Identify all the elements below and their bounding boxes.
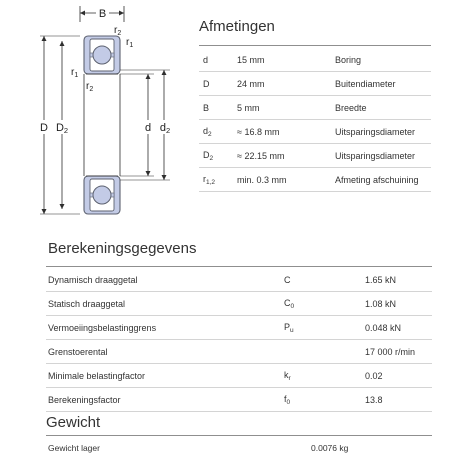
symbol-letter: C xyxy=(284,274,291,285)
weight-value: 0.0076 kg xyxy=(311,442,349,453)
dimension-value: min. 0.3 mm xyxy=(237,168,335,192)
calculation-row xyxy=(46,340,432,364)
calculation-row xyxy=(46,268,432,292)
bearing-cross-section-drawing xyxy=(28,4,178,220)
label-r1-right: $r_1$ xyxy=(126,37,134,49)
label-D: D xyxy=(40,122,48,134)
symbol-letter: k xyxy=(284,369,289,380)
label-r1-left: $r_1$ xyxy=(71,67,79,79)
bore-diameter-dimension xyxy=(120,74,154,176)
calculation-name: Grenstoerental xyxy=(46,340,284,364)
calculation-row xyxy=(46,364,432,388)
calculation-symbol xyxy=(284,364,365,388)
dimension-name: Uitsparingsdiameter xyxy=(335,144,431,168)
calculation-row xyxy=(46,388,432,412)
label-B: B xyxy=(98,8,107,20)
calculation-symbol xyxy=(284,316,365,340)
width-dimension xyxy=(80,6,124,22)
dimension-symbol xyxy=(199,72,237,96)
dimensions-title: Afmetingen xyxy=(199,18,275,35)
dimension-row xyxy=(199,120,431,144)
symbol-subscript: u xyxy=(290,326,294,334)
dimension-value: 24 mm xyxy=(237,72,335,96)
dimension-name: Breedte xyxy=(335,96,431,120)
dimension-name: Boring xyxy=(335,48,431,72)
calculation-symbol xyxy=(284,388,365,412)
dimension-value: ≈ 22.15 mm xyxy=(237,144,335,168)
dimension-symbol xyxy=(199,48,237,72)
calculation-symbol xyxy=(284,340,365,364)
calculation-name: Vermoeiingsbelastinggrens xyxy=(46,316,284,340)
label-r2-left: $r_2$ xyxy=(86,81,94,93)
symbol-subscript: r xyxy=(288,374,291,382)
symbol-subscript: 2 xyxy=(209,154,214,162)
dimension-row xyxy=(199,48,431,72)
dimensions-title-rule xyxy=(199,45,431,46)
symbol-subscript: 2 xyxy=(208,130,212,138)
symbol-letter: P xyxy=(284,321,291,332)
symbol-letter: f xyxy=(284,393,287,404)
dimension-name: Afmeting afschuining xyxy=(335,168,431,192)
symbol-letter: C xyxy=(284,297,291,308)
calculation-symbol xyxy=(284,268,365,292)
dimension-name: Uitsparingsdiameter xyxy=(335,120,431,144)
symbol-letter: D xyxy=(203,78,210,89)
dimension-value: ≈ 16.8 mm xyxy=(237,120,335,144)
dimension-row xyxy=(199,96,431,120)
dimension-name: Buitendiameter xyxy=(335,72,431,96)
calculation-value: 1.65 kN xyxy=(365,268,432,292)
calculation-value: 1.08 kN xyxy=(365,292,432,316)
calculation-row xyxy=(46,316,432,340)
symbol-letter: r xyxy=(203,173,206,184)
dimension-value: 5 mm xyxy=(237,96,335,120)
dimension-row xyxy=(199,168,431,192)
calculation-name: Berekeningsfactor xyxy=(46,388,284,412)
calculation-value: 0.02 xyxy=(365,364,432,388)
dimensions-table xyxy=(199,48,431,192)
dimension-value: 15 mm xyxy=(237,48,335,72)
symbol-subscript: 0 xyxy=(286,398,291,406)
calculation-title: Berekeningsgegevens xyxy=(48,240,197,257)
weight-table xyxy=(46,437,432,458)
bearing-section-bottom xyxy=(84,176,120,214)
weight-title: Gewicht xyxy=(46,414,101,431)
calculation-name: Statisch draaggetal xyxy=(46,292,284,316)
label-d: d xyxy=(144,122,152,134)
symbol-letter: d xyxy=(203,54,209,65)
dimension-row xyxy=(199,144,431,168)
label-D2: D2 xyxy=(55,122,69,135)
calculation-value: 0.048 kN xyxy=(365,316,432,340)
bearing-section-top xyxy=(84,36,120,74)
weight-row xyxy=(46,437,432,458)
calculation-value: 13.8 xyxy=(365,388,432,412)
symbol-letter: B xyxy=(203,102,210,113)
weight-title-rule xyxy=(46,435,432,436)
calculation-title-rule xyxy=(46,266,432,267)
weight-name: Gewicht lager xyxy=(48,442,100,453)
symbol-subscript: 0 xyxy=(290,302,295,310)
calculation-symbol xyxy=(284,292,365,316)
dimension-symbol xyxy=(199,120,237,144)
dimension-symbol xyxy=(199,144,237,168)
dimension-symbol xyxy=(199,168,237,192)
symbol-letter: d xyxy=(203,125,209,136)
calculation-name: Minimale belastingfactor xyxy=(46,364,284,388)
calculation-table xyxy=(46,268,432,412)
calculation-name: Dynamisch draaggetal xyxy=(46,268,284,292)
dimension-symbol xyxy=(199,96,237,120)
calculation-value: 17 000 r/min xyxy=(365,340,432,364)
symbol-subscript: 1,2 xyxy=(206,178,216,186)
calculation-row xyxy=(46,292,432,316)
dimension-row xyxy=(199,72,431,96)
label-r2-top: $r_2$ xyxy=(114,25,122,37)
symbol-letter: D xyxy=(203,149,210,160)
label-d2: d2 xyxy=(159,122,171,135)
